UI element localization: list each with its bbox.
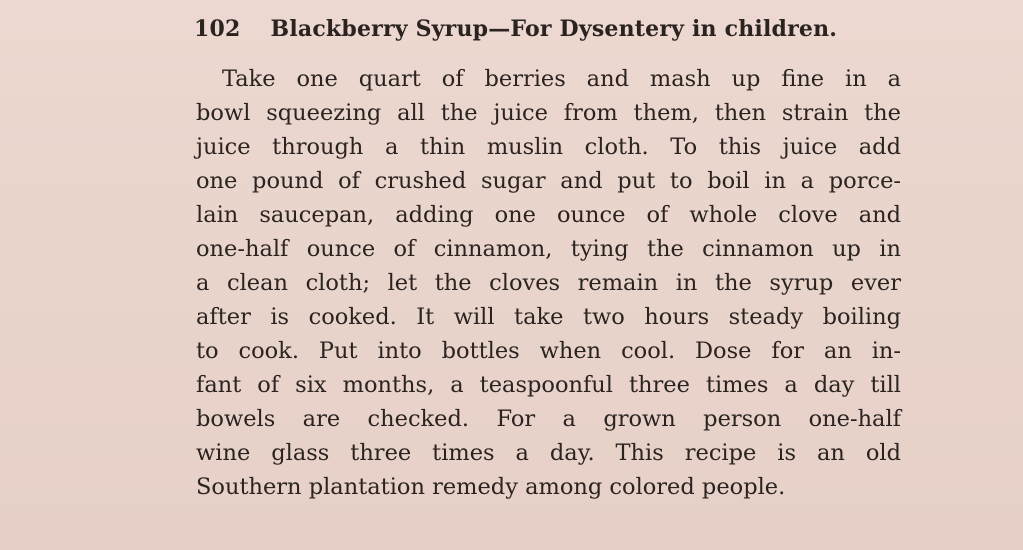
text-line: juice through a thin muslin cloth. To this juice add bbox=[196, 134, 901, 160]
text-line: a clean cloth; let the cloves remain in the syrup ever bbox=[196, 270, 901, 296]
text-line: after is cooked. It will take two hours steady boiling bbox=[196, 304, 901, 330]
text-line: bowels are checked. For a grown person one-half bbox=[196, 406, 901, 432]
text-line: one pound of crushed sugar and put to boil in a porce- bbox=[196, 168, 901, 194]
text-line: fant of six months, a teaspoonful three times a day till bbox=[196, 372, 901, 398]
recipe-title: Blackberry Syrup—For Dysentery in children. bbox=[270, 16, 838, 42]
text-line: one-half ounce of cinnamon, tying the cinnamon up in bbox=[196, 236, 901, 262]
text-line: wine glass three times a day. This recipe is an old bbox=[196, 440, 901, 466]
text-line: bowl squeezing all the juice from them, then strain the bbox=[196, 100, 901, 126]
text-line: Take one quart of berries and mash up fine in a bbox=[222, 66, 901, 92]
text-line: to cook. Put into bottles when cool. Dose for an in- bbox=[196, 338, 901, 364]
page-number: 102 bbox=[194, 16, 241, 42]
recipe-body bbox=[196, 62, 901, 504]
text-line: Southern plantation remedy among colored people. bbox=[196, 474, 786, 500]
page-header bbox=[194, 16, 904, 42]
text-line: lain saucepan, adding one ounce of whole clove and bbox=[196, 202, 901, 228]
